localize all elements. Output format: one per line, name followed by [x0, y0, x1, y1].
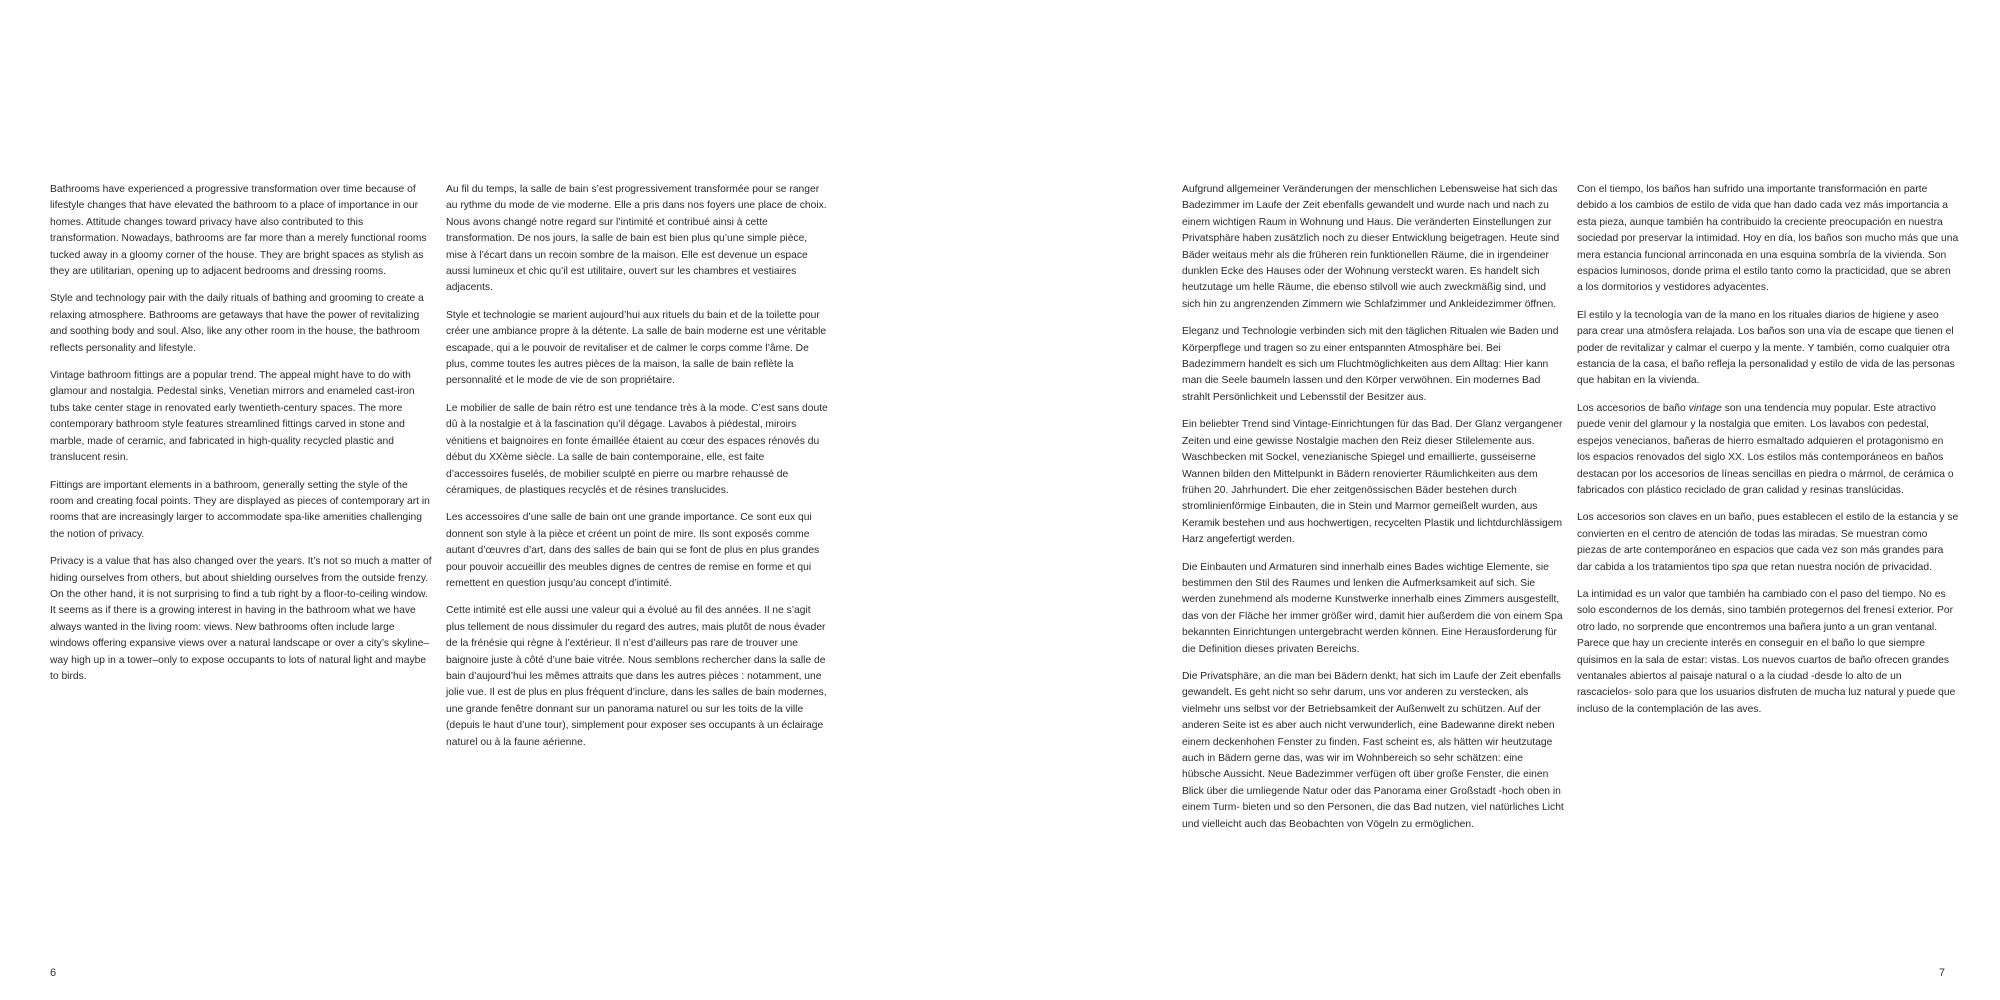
column-german	[1182, 182, 1564, 844]
paragraph: Die Einbauten und Armaturen sind innerhalb eines Bades wichtige Elemente, sie bestimmen den Stil des Raumes und lenken die Aufmerksamkeit auf sich. Sie werden zunehmend als moderne Kunstwerke innerhalb eines Zimmers ausgestellt, das von der Fläche her immer größer wird, damit hier außerdem die von einem Spa bekannten Einrichtungen untergebracht werden können. Eine Herausforderung für die Definition dieses privaten Bereichs.	[1182, 561, 1563, 655]
paragraph: Privacy is a value that has also changed over the years. It’s not so much a matter of hiding ourselves from others, but about shielding ourselves from the outside frenzy. On the other hand, it is not surprising to find a tub right by a floor-to-ceiling window. It seems as if there is a growing interest in having in the bathroom what we have always wanted in the living room: views. New bathrooms often include large windows offering expansive views over a natural landscape or over a city’s skyline–way high up in a tower–only to expose occupants to lots of natural light and maybe to birds.	[50, 556, 432, 682]
paragraph: Style and technology pair with the daily rituals of bathing and grooming to create a relaxing atmosphere. Bathrooms are getaways that have the power of revitalizing and soothing body and soul. Also, like any other room in the house, the bathroom reflects personality and lifestyle.	[50, 293, 424, 354]
paragraph-text: Los accesorios de baño	[1577, 402, 1689, 414]
paragraph-text: Los accesorios son claves en un baño, pues establecen el estilo de la estancia y se convierten en el centro de atención de todas las miradas. Se muestran como piezas de arte contemporáneo en espacios que cada vez son más grandes para dar cabida a los tratamientos tipo	[1577, 512, 1959, 573]
column-english	[50, 182, 432, 696]
paragraph: Con el tiempo, los baños han sufrido una importante transformación en parte debido a los cambios de estilo de vida que han dado cada vez más importancia a esta pieza, aunque también ha contribuido la creciente preocupación en nuestra sociedad por preservar la intimidad. Hoy en día, los baños son mucho más que una mera estancia funcional arrinconada en una esquina sombría de la vivienda. Son espacios luminosos, donde prima el estilo tanto como la practicidad, que se abren a los dormitorios y vestidores adyacentes.	[1577, 184, 1959, 294]
paragraph: Bathrooms have experienced a progressive transformation over time because of lifestyle changes that have elevated the bathroom to a place of importance in our homes. Attitude changes toward privacy have also contributed to this transformation. Nowadays, bathrooms are far more than a merely functional rooms tucked away in a gloomy corner of the house. They are bright spaces as stylish as they are utilitarian, opening up to adjacent bedrooms and dressing rooms.	[50, 184, 427, 278]
column-french	[446, 182, 828, 762]
paragraph: Fittings are important elements in a bathroom, generally setting the style of the room and creating focal points. They are displayed as pieces of contemporary art in rooms that are increasingly larger to accommodate spa-like amenities challenging the notion of privacy.	[50, 479, 430, 540]
paragraph: Eleganz und Technologie verbinden sich mit den täglichen Ritualen wie Baden und Körperpflege und tragen so zu einer entspannten Atmosphäre bei. Bei Badezimmern handelt es sich um Fluchtmöglichkeiten aus dem Alltag: Hier kann man die Seele baumeln lassen und den Körper verwöhnen. Ein modernes Bad strahlt Persönlichkeit und Lebensstil der Besitzer aus.	[1182, 326, 1559, 403]
paragraph: Au fil du temps, la salle de bain s’est progressivement transformée pour se ranger au rythme du mode de vie moderne. Elle a pris dans nos foyers une place de choix. Nous avons changé notre regard sur l’intimité et contribué ainsi à cette transformation. De nos jours, la salle de bain est bien plus qu’une simple pièce, mise à l’écart dans un recoin sombre de la maison. Elle est devenue un espace aussi lumineux et chic qu’il est utilitaire, ouvert sur les chambres et vestiaires adjacents.	[446, 184, 827, 294]
paragraph: Cette intimité est elle aussi une valeur qui a évolué au fil des années. Il ne s’agit plus tellement de nous dissimuler du regard des autres, mais plutôt de nous évader de la frénésie qui règne à l’extérieur. Il n’est d’ailleurs pas rare de trouver une baignoire juste à côté d’une baie vitrée. Nous semblons rechercher dans la salle de bain d’aujourd’hui les mêmes attraits que dans les autres pièces : notamment, une jolie vue. Il est de plus en plus fréquent d’inclure, dans les salles de bain modernes, une grande fenêtre donnant sur un panorama naturel ou sur les toits de la ville (depuis le haut d’une tour), simplement pour exposer ses occupants à un éclairage naturel ou à la faune aérienne.	[446, 605, 827, 748]
paragraph: Ein beliebter Trend sind Vintage-Einrichtungen für das Bad. Der Glanz vergangener Zeiten und eine gewisse Nostalgie machen den Reiz dieser Stilelemente aus. Waschbecken mit Sockel, venezianische Spiegel und emaillierte, gusseiserne Wannen bilden den Mittelpunkt in Bädern renovierter Räumlichkeiten aus dem frühen 20. Jahrhundert. Die eher zeitgenössischen Bäder bestehen durch stromlinienförmige Einbauten, die in Stein und Marmor gemeißelt wurden, aus Keramik bestehen und aus hochwertigen, recycelten Plastik und lichtdurchlässigem Harz angefertigt werden.	[1182, 419, 1563, 546]
paragraph-text: son una tendencia muy popular. Este atractivo puede venir del glamour y la nostalgia que emiten. Los lavabos con pedestal, espejos venecianos, bañeras de hierro esmaltado adquieren el protagonismo en los espacios renovados del siglo XX. Los estilos más contemporáneos en baños destacan por los accesorios de líneas sencillas en piedra o mármol, de cerámica o fabricados con plástico reciclado de gran calidad y resinas translúcidas.	[1577, 402, 1954, 496]
paragraph	[1577, 510, 1959, 576]
paragraph: Vintage bathroom fittings are a popular trend. The appeal might have to do with glamour and nostalgia. Pedestal sinks, Venetian mirrors and enameled cast-iron tubs take center stage in renovated early twentieth-century spaces. The more contemporary bathroom style features streamlined fittings carved in stone and marble, made of ceramic, and fabricated in high-quality recycled plastic and translucent resin.	[50, 370, 415, 464]
paragraph: Style et technologie se marient aujourd’hui aux rituels du bain et de la toilette pour créer une ambiance propre à la détente. La salle de bain moderne est une véritable escapade, qui a le pouvoir de revitaliser et de calmer le corps comme l’âme. De plus, comme toutes les autres pièces de la maison, la salle de bain reflète la personnalité et le mode de vie de son propriétaire.	[446, 309, 827, 387]
paragraph-text: que retan nuestra noción de privacidad.	[1748, 561, 1932, 573]
paragraph	[1577, 401, 1959, 499]
page-number-right: 7	[1938, 967, 1945, 979]
paragraph: Aufgrund allgemeiner Veränderungen der menschlichen Lebensweise hat sich das Badezimmer im Laufe der Zeit ebenfalls gewandelt und wurde nach und nach zu einem wichtigen Raum in Wohnung und Haus. Die veränderten Einstellungen zur Privatsphäre haben zusätzlich noch zu dieser Entwicklung beigetragen. Heute sind Bäder weitaus mehr als die früheren rein funktionellen Räume, die in irgendeiner dunklen Ecke des Hauses oder der Wohnung versteckt waren. Es handelt sich heutzutage um helle Räume, die ebenso stilvoll wie auch zweckmäßig sind, und sich hin zu angrenzenden Zimmern wie Schlafzimmer und Ankleidezimmer öffnen.	[1182, 184, 1560, 310]
paragraph: El estilo y la tecnología van de la mano en los rituales diarios de higiene y aseo para crear una atmósfera relajada. Los baños son una vía de escape que tienen el poder de revitalizar y calmar el cuerpo y la mente. Y también, como cualquier otra estancia de la casa, el baño refleja la personalidad y estilo de vida de las personas que habitan en la vivienda.	[1577, 309, 1955, 387]
paragraph: Le mobilier de salle de bain rétro est une tendance très à la mode. C’est sans doute dû à la nostalgie et à la fascination qu’il dégage. Lavabos à piédestal, miroirs vénitiens et baignoires en fonte émaillée étaient au cœur des espaces rénovés du début du XXème siècle. La salle de bain contemporaine, elle, est faite d’accessoires fuselés, de mobilier sculpté en pierre ou marbre rehaussé de céramiques, de plastiques recyclés et de résines translucides.	[446, 402, 828, 496]
paragraph: La intimidad es un valor que también ha cambiado con el paso del tiempo. No es solo escondernos de los demás, sino también protegernos del frenesí exterior. Por otro lado, no sorprende que encontremos una bañera junto a un gran ventanal. Parece que hay un creciente interés en conseguir en el baño lo que siempre quisimos en la sala de estar: vistas. Los nuevos cuartos de baño ofrecen grandes ventanales abiertos al paisaje natural o a la ciudad -desde lo alto de un rascacielos- solo para que los usuarios disfruten de mucha luz natural y puede que incluso de la contemplación de las aves.	[1577, 588, 1956, 715]
italic-term: spa	[1731, 561, 1749, 573]
paragraph: Les accessoires d’une salle de bain ont une grande importance. Ce sont eux qui donnent son style à la pièce et créent un point de mire. Ils sont exposés comme autant d’œuvres d’art, dans des salles de bain qui se font de plus en plus grandes pour pouvoir accueillir des meubles dignes de centres de remise en forme et qui remettent en question jusqu’au concept d’intimité.	[446, 512, 820, 589]
column-spanish	[1577, 182, 1959, 729]
italic-term: vintage	[1688, 402, 1722, 414]
paragraph: Die Privatsphäre, an die man bei Bädern denkt, hat sich im Laufe der Zeit ebenfalls gewandelt. Es geht nicht so sehr darum, uns vor anderen zu verstecken, als vielmehr uns selbst vor der Betriebsamkeit der Außenwelt zu schützen. Auf der anderen Seite ist es aber auch nicht verwunderlich, eine Badewanne direkt neben einem deckenhohen Fenster zu finden. Fast scheint es, als hätten wir heutzutage auch in Bädern gerne das, was wir im Wohnbereich so sehr schätzen: eine hübsche Aussicht. Neue Badezimmer verfügen oft über große Fenster, die einen Blick über die umliegende Natur oder das Panorama einer Großstadt -hoch oben in einem Turm- bieten und so den Personen, die das Bad nutzen, viel natürliches Licht und vielleicht auch das Beobachten von Vögeln zu ermöglichen.	[1182, 670, 1564, 830]
page-number-left: 6	[50, 967, 57, 979]
